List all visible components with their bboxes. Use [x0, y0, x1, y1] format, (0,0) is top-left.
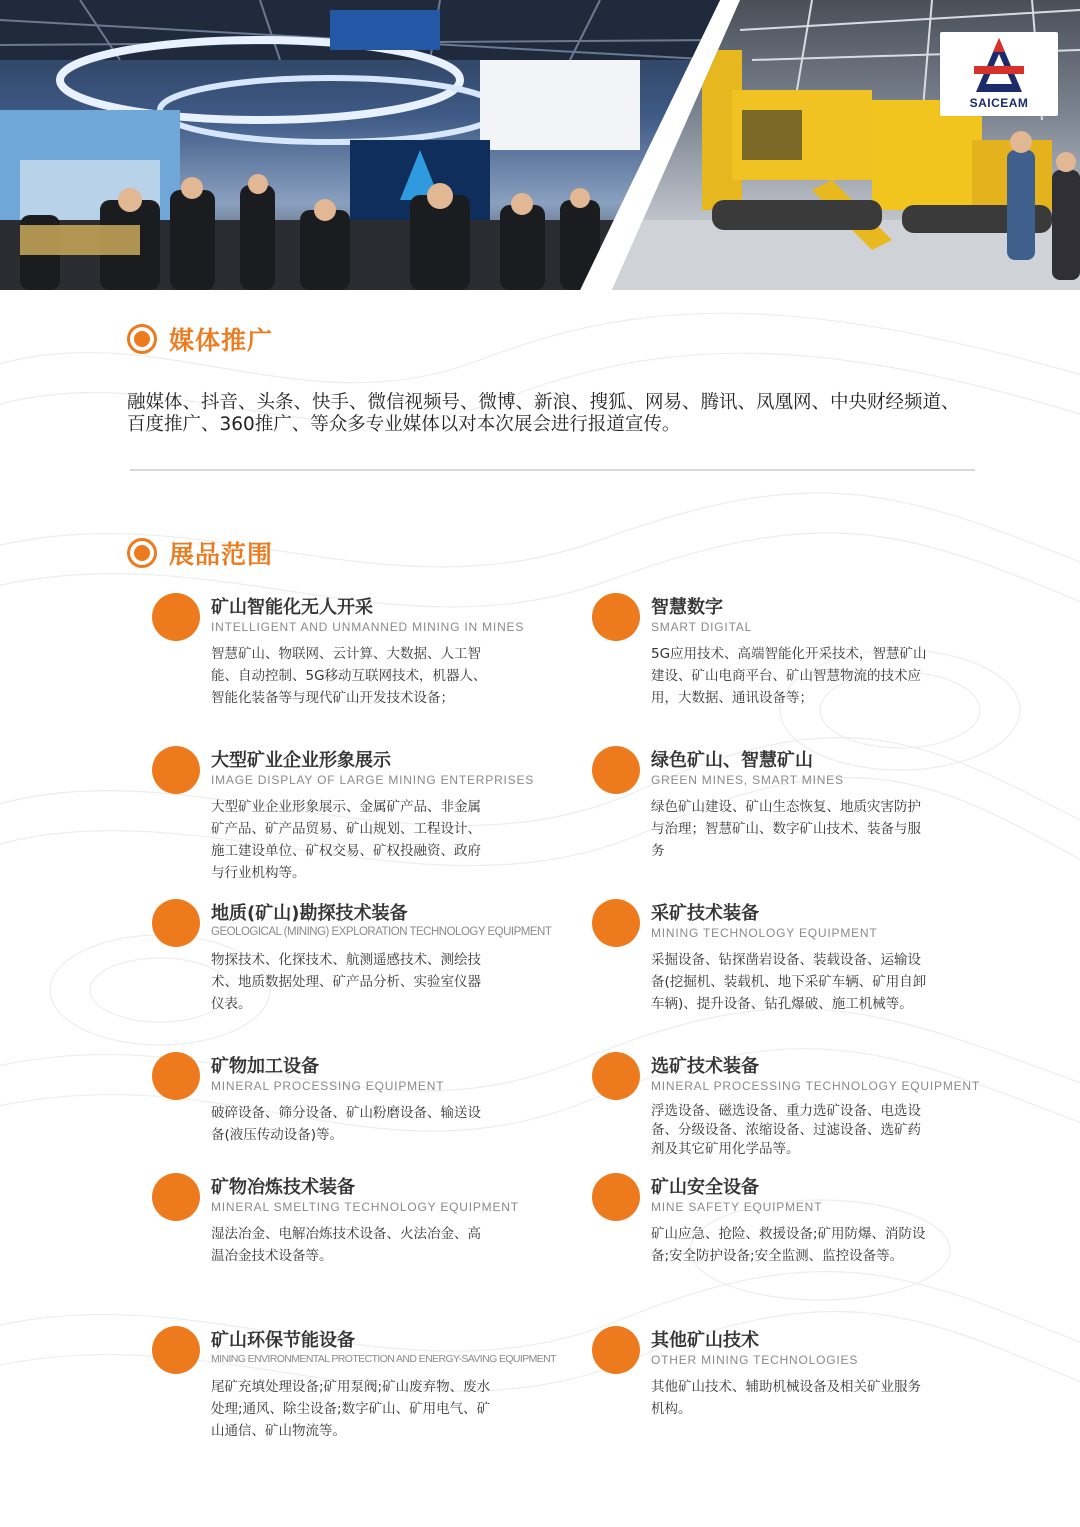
exhibit-subtitle: SMART DIGITAL — [651, 620, 753, 634]
heading-bullet-icon — [127, 324, 157, 354]
item-bullet-icon — [152, 1052, 200, 1100]
media-description: 融媒体、抖音、头条、快手、微信视频号、微博、新浪、搜狐、网易、腾讯、凤凰网、中央财经频道、百度推广、360推广、等众多专业媒体以对本次展会进行报道宣传。 — [127, 392, 960, 435]
media-section-heading — [127, 321, 273, 357]
exhibit-title: 智慧数字 — [651, 597, 723, 618]
exhibit-description: 采掘设备、钻探凿岩设备、装载设备、运输设备(挖掘机、装载机、地下采矿车辆、矿用自卸车辆)、提升设备、钻孔爆破、施工机械等。 — [651, 952, 927, 1012]
exhibit-description: 湿法冶金、电解冶炼技术设备、火法冶金、高温冶金技术设备等。 — [211, 1226, 481, 1264]
section-divider — [130, 469, 975, 471]
exhibit-description: 绿色矿山建设、矿山生态恢复、地质灾害防护与治理；智慧矿山、数字矿山技术、装备与服务 — [651, 799, 921, 859]
exhibit-subtitle: MINING TECHNOLOGY EQUIPMENT — [651, 926, 878, 940]
saiceam-logo — [940, 32, 1058, 116]
exhibit-subtitle: MINE SAFETY EQUIPMENT — [651, 1200, 823, 1214]
media-section-title: 媒体推广 — [169, 326, 274, 355]
exhibit-title: 地质(矿山)勘探技术装备 — [211, 903, 408, 924]
exhibit-description: 其他矿山技术、辅助机械设备及相关矿业服务机构。 — [651, 1379, 921, 1417]
item-bullet-icon — [592, 593, 640, 641]
exhibit-description: 矿山应急、抢险、救援设备;矿用防爆、消防设备;安全防护设备;安全监测、监控设备等。 — [651, 1226, 926, 1264]
exhibit-subtitle: GEOLOGICAL (MINING) EXPLORATION TECHNOLOGY EQUIPMENT — [211, 926, 552, 938]
exhibit-subtitle: IMAGE DISPLAY OF LARGE MINING ENTERPRISES — [211, 773, 535, 787]
exhibit-subtitle: OTHER MINING TECHNOLOGIES — [651, 1353, 859, 1367]
item-bullet-icon — [592, 1173, 640, 1221]
exhibition-hall-photo — [0, 0, 720, 290]
item-bullet-icon — [152, 1173, 200, 1221]
exhibit-description: 大型矿业企业形象展示、金属矿产品、非金属矿产品、矿产品贸易、矿山规划、工程设计、施工建设单位、矿权交易、矿权投融资、政府与行业机构等。 — [211, 799, 481, 881]
exhibit-description: 尾矿充填处理设备;矿用泵阀;矿山废弃物、废水处理;通风、除尘设备;数字矿山、矿用电气、矿山通信、矿山物流等。 — [211, 1379, 491, 1439]
exhibit-title: 矿物加工设备 — [211, 1056, 319, 1077]
item-bullet-icon — [592, 899, 640, 947]
exhibits-section-heading — [127, 535, 273, 571]
heading-bullet-icon — [127, 538, 157, 568]
exhibit-title: 选矿技术装备 — [651, 1056, 759, 1077]
item-bullet-icon — [152, 899, 200, 947]
exhibit-subtitle: MINING ENVIRONMENTAL PROTECTION AND ENERGY-SAVING EQUIPMENT — [211, 1353, 556, 1365]
exhibit-title: 绿色矿山、智慧矿山 — [651, 750, 813, 771]
item-bullet-icon — [592, 746, 640, 794]
hero-banner — [0, 0, 1080, 290]
exhibit-description: 浮选设备、磁选设备、重力选矿设备、电选设备、分级设备、浓缩设备、过滤设备、选矿药剂及其它矿用化学品等。 — [651, 1103, 921, 1157]
exhibit-title: 采矿技术装备 — [651, 903, 759, 924]
exhibit-description: 物探技术、化探技术、航测遥感技术、测绘技术、地质数据处理、矿产品分析、实验室仪器仪表。 — [211, 952, 481, 1012]
exhibit-title: 其他矿山技术 — [651, 1330, 759, 1351]
exhibit-description: 破碎设备、筛分设备、矿山粉磨设备、输送设备(液压传动设备)等。 — [211, 1105, 481, 1143]
exhibits-section-title: 展品范围 — [169, 540, 274, 569]
logo-text: SAICEAM — [969, 96, 1029, 110]
exhibit-title: 大型矿业企业形象展示 — [211, 750, 391, 771]
item-bullet-icon — [152, 746, 200, 794]
exhibit-subtitle: GREEN MINES, SMART MINES — [651, 773, 844, 787]
item-bullet-icon — [152, 1326, 200, 1374]
exhibit-subtitle: INTELLIGENT AND UNMANNED MINING IN MINES — [211, 620, 525, 634]
exhibit-subtitle: MINERAL SMELTING TECHNOLOGY EQUIPMENT — [211, 1200, 519, 1214]
item-bullet-icon — [152, 593, 200, 641]
exhibit-title: 矿物冶炼技术装备 — [211, 1177, 355, 1198]
exhibit-subtitle: MINERAL PROCESSING EQUIPMENT — [211, 1079, 445, 1093]
item-bullet-icon — [592, 1052, 640, 1100]
exhibit-description: 智慧矿山、物联网、云计算、大数据、人工智能、自动控制、5G移动互联网技术，机器人、智能化装备等与现代矿山开发技术设备； — [211, 646, 487, 706]
exhibit-title: 矿山环保节能设备 — [211, 1330, 355, 1351]
item-bullet-icon — [592, 1326, 640, 1374]
exhibit-subtitle: MINERAL PROCESSING TECHNOLOGY EQUIPMENT — [651, 1079, 981, 1093]
exhibit-title: 矿山智能化无人开采 — [211, 597, 373, 618]
exhibit-description: 5G应用技术、高端智能化开采技术，智慧矿山建设、矿山电商平台、矿山智慧物流的技术应用，大数据、通讯设备等； — [651, 646, 927, 706]
exhibit-title: 矿山安全设备 — [651, 1177, 759, 1198]
